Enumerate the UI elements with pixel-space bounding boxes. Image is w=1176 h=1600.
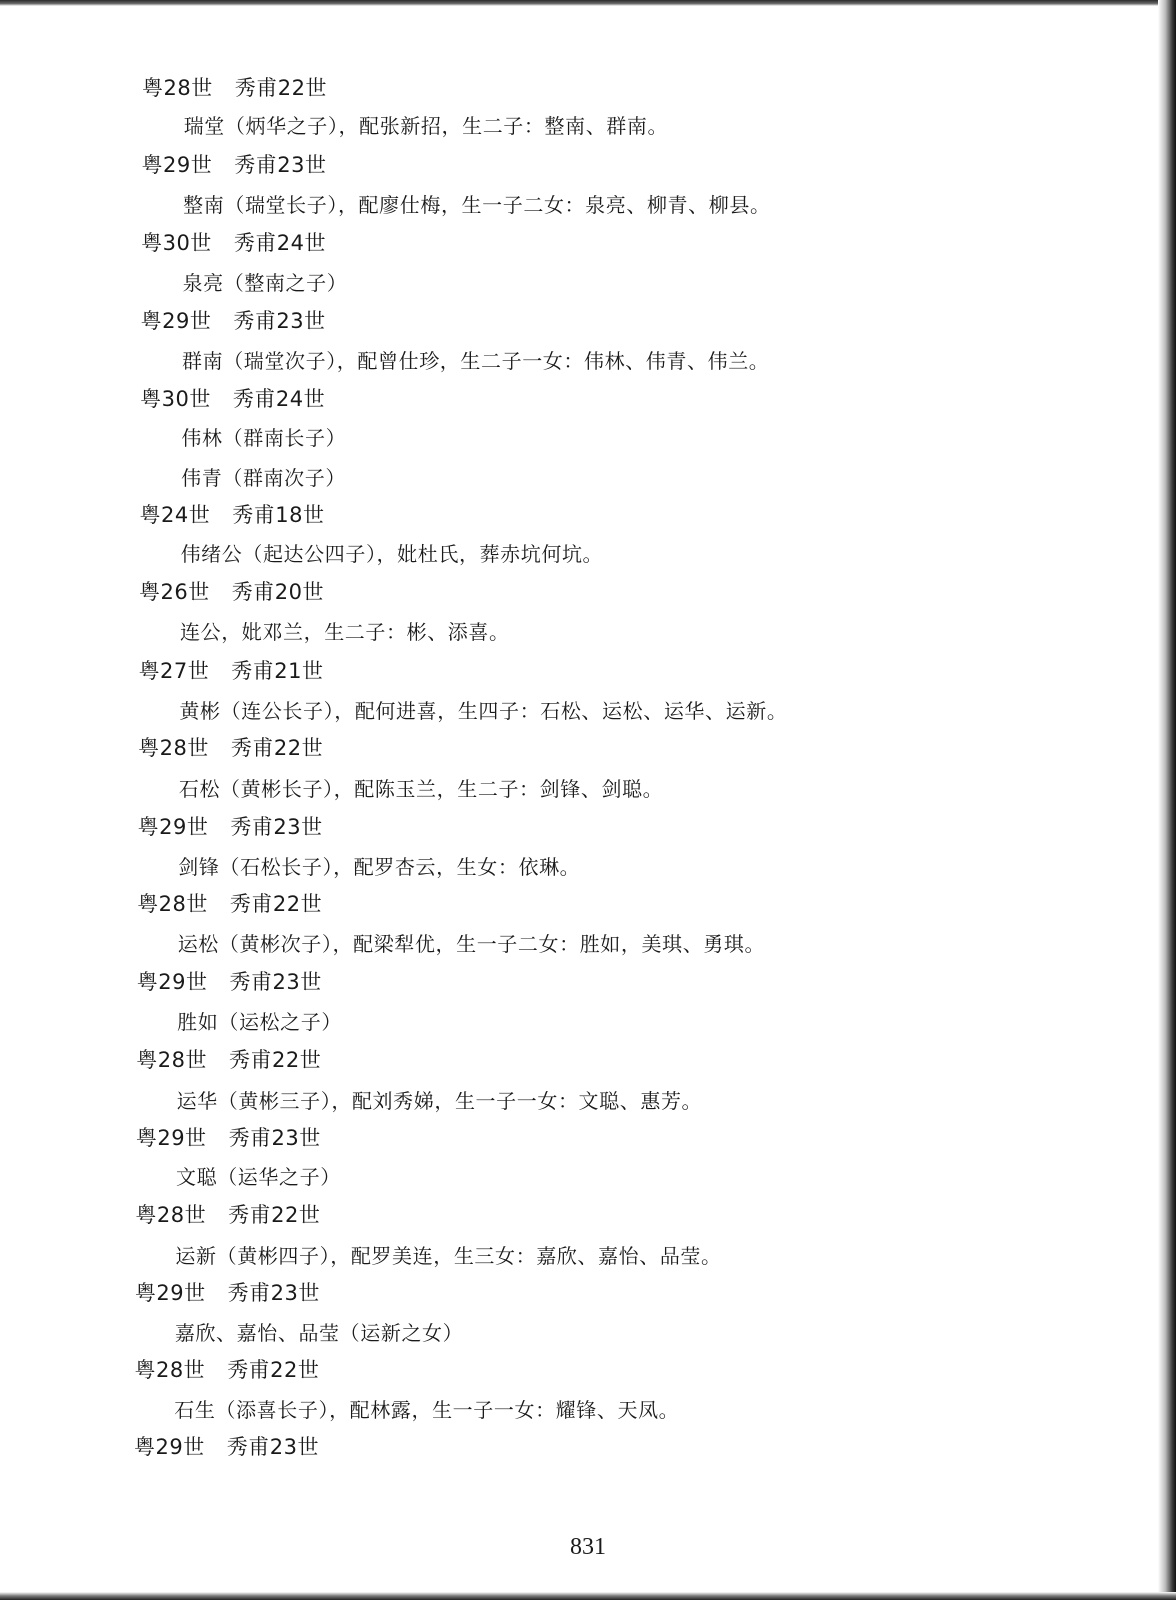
family-entry: 伟林（群南长子） (181, 426, 347, 450)
generation-heading (139, 661, 324, 682)
family-entry: 胜如（运松之子） (177, 1010, 342, 1034)
generation-heading (136, 1050, 321, 1071)
xiufu-generation: 秀甫22世 (229, 1048, 322, 1072)
family-entry: 运新（黄彬四子），配罗美连，生三女：嘉欣、嘉怡、品莹。 (175, 1244, 722, 1268)
yue-generation: 粤28世 (142, 76, 213, 100)
xiufu-generation: 秀甫22世 (234, 76, 327, 100)
generation-heading (136, 1128, 321, 1149)
xiufu-generation: 秀甫24世 (233, 231, 327, 255)
xiufu-generation: 秀甫23世 (233, 309, 326, 333)
xiufu-generation: 秀甫18世 (232, 503, 325, 527)
yue-generation: 粤28世 (138, 736, 209, 760)
yue-generation: 粤29世 (137, 815, 209, 839)
yue-generation: 粤30世 (141, 231, 212, 255)
xiufu-generation: 秀甫22世 (230, 736, 324, 760)
scan-edge-bottom (0, 1592, 1176, 1600)
generation-heading (134, 1360, 319, 1381)
family-entry: 群南（瑞堂次子），配曾仕珍，生二子一女：伟林、伟青、伟兰。 (182, 349, 770, 373)
yue-generation: 粤29世 (135, 1126, 207, 1150)
yue-generation: 粤29世 (141, 153, 213, 177)
generation-heading (141, 233, 326, 254)
scan-edge-right (1158, 0, 1176, 1600)
generation-heading (142, 78, 327, 99)
generation-heading (139, 505, 324, 526)
xiufu-generation: 秀甫23世 (234, 153, 327, 177)
xiufu-generation: 秀甫23世 (230, 815, 323, 839)
family-entry: 运松（黄彬次子），配梁犁优，生一子二女：胜如，美琪、勇琪。 (177, 932, 766, 956)
family-entry: 伟绪公（起达公四子），妣杜氏，葬赤坑何坑。 (180, 542, 604, 566)
generation-heading (135, 1283, 320, 1304)
family-entry: 剑锋（石松长子），配罗杏云，生女：依琳。 (178, 855, 581, 879)
generation-heading (140, 389, 325, 410)
yue-generation: 粤29世 (134, 1281, 206, 1305)
xiufu-generation: 秀甫24世 (232, 387, 326, 411)
generation-heading (141, 311, 326, 332)
yue-generation: 粤26世 (139, 580, 210, 604)
generation-heading (142, 155, 327, 176)
xiufu-generation: 秀甫22世 (229, 892, 323, 916)
family-entry: 石生（添喜长子），配林露，生一子一女：耀锋、天凤。 (174, 1398, 680, 1422)
xiufu-generation: 秀甫22世 (227, 1358, 320, 1382)
generation-heading (135, 1205, 320, 1226)
xiufu-generation: 秀甫23世 (227, 1281, 320, 1305)
page-number: 831 (570, 1534, 606, 1560)
yue-generation: 粤28世 (136, 1048, 208, 1072)
xiufu-generation: 秀甫21世 (231, 659, 324, 683)
xiufu-generation: 秀甫23世 (228, 1126, 321, 1150)
family-entry: 伟青（群南次子） (181, 466, 346, 490)
yue-generation: 粤28世 (137, 892, 208, 916)
generation-heading (137, 894, 322, 915)
family-entry: 嘉欣、嘉怡、品莹（运新之女） (174, 1321, 464, 1345)
yue-generation: 粤29世 (140, 309, 212, 333)
xiufu-generation: 秀甫22世 (228, 1203, 321, 1227)
yue-generation: 粤29世 (134, 1435, 205, 1459)
yue-generation: 粤24世 (139, 503, 211, 527)
generation-heading (134, 1437, 319, 1458)
family-entry: 瑞堂（炳华之子），配张新招，生二子：整南、群南。 (183, 114, 669, 138)
family-entry: 连公，妣邓兰，生二子：彬、添喜。 (180, 620, 510, 644)
yue-generation: 粤27世 (138, 659, 210, 683)
family-entry: 文聪（运华之子） (176, 1165, 341, 1189)
generation-heading (138, 817, 323, 838)
generation-heading (138, 738, 323, 759)
yue-generation: 粤28世 (134, 1358, 206, 1382)
xiufu-generation: 秀甫23世 (229, 970, 322, 994)
generation-heading (137, 972, 322, 993)
xiufu-generation: 秀甫23世 (226, 1435, 319, 1459)
family-entry: 泉亮（整南之子） (182, 271, 348, 295)
xiufu-generation: 秀甫20世 (231, 580, 324, 604)
generation-heading (139, 582, 324, 603)
yue-generation: 粤29世 (136, 970, 208, 994)
yue-generation: 粤28世 (135, 1203, 207, 1227)
family-entry: 整南（瑞堂长子），配廖仕梅，生一子二女：泉亮、柳青、柳县。 (183, 193, 771, 217)
yue-generation: 粤30世 (140, 387, 211, 411)
family-entry: 石松（黄彬长子），配陈玉兰，生二子：剑锋、剑聪。 (178, 777, 664, 801)
family-entry: 黄彬（连公长子），配何进喜，生四子：石松、运松、运华、运新。 (179, 699, 788, 723)
family-entry: 运华（黄彬三子），配刘秀娣，生一子一女：文聪、惠芳。 (176, 1089, 703, 1113)
